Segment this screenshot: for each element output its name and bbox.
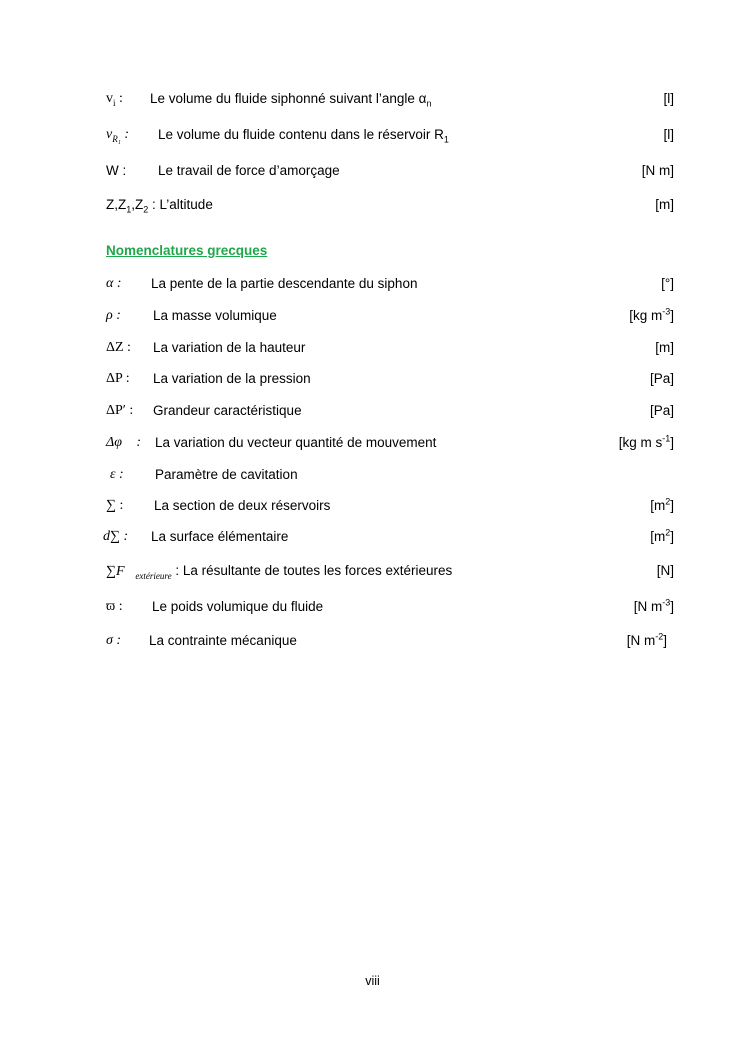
symbol-delta-z: ΔZ :: [106, 340, 131, 355]
description: La contrainte mécanique: [149, 633, 297, 648]
symbol-w: W :: [106, 163, 127, 178]
section-title-greek: Nomenclatures grecques: [106, 243, 268, 258]
unit: [N m]: [641, 163, 674, 178]
symbol-alpha: α :: [106, 276, 122, 291]
symbol-vr1: $v_{R_1}$ :: [106, 127, 130, 144]
symbol-delta-phi: Δφ⃗ :: [106, 435, 142, 450]
description: La variation de la pression: [153, 371, 311, 386]
description: Le volume du fluide contenu dans le réservoir $R_1$: [158, 127, 449, 145]
unit: [Pa]: [649, 371, 674, 386]
unit: [°]: [661, 276, 674, 291]
nomenclature-row-rho: [106, 305, 674, 327]
nomenclature-row-z: [106, 194, 674, 216]
unit: [l]: [663, 127, 674, 142]
symbol-vi: $v_i$ :: [106, 91, 123, 108]
unit: [Pa]: [649, 403, 674, 418]
unit: [kg $m^{-3}$]: [629, 306, 674, 323]
symbol-varpi: ϖ :: [106, 599, 123, 614]
symbol-sigma: σ :: [106, 633, 122, 648]
symbol-delta-p-prime: ΔP′ :: [106, 403, 134, 418]
unit: [N]: [656, 563, 674, 578]
description: La section de deux réservoirs: [154, 498, 331, 513]
symbol-d-sum: d∑ :: [103, 529, 129, 544]
symbol-sum: ∑ :: [106, 498, 124, 513]
nomenclature-row-delta-phi: [106, 432, 674, 454]
nomenclature-row-epsilon: [106, 464, 674, 486]
symbol-rho: ρ :: [106, 308, 121, 323]
symbol-z: $Z,Z_1,Z_2$ : L’altitude: [106, 197, 213, 215]
unit: [kg m $s^{-1}$]: [618, 433, 674, 450]
unit: [m]: [655, 197, 674, 212]
nomenclature-row-vr1: [106, 124, 674, 146]
description: La surface élémentaire: [151, 529, 289, 544]
nomenclature-row-w: [106, 160, 674, 182]
nomenclature-row-delta-p-prime: [106, 400, 674, 422]
description: Le volume du fluide siphonné suivant l’angle $\alpha_n$: [150, 91, 432, 109]
unit: $[m^2]$: [650, 496, 674, 513]
nomenclature-row-sigma: [106, 630, 674, 652]
description: : L’altitude: [148, 197, 213, 212]
unit: [l]: [663, 91, 674, 106]
nomenclature-row-varpi: [106, 596, 674, 618]
unit: [m]: [655, 340, 674, 355]
nomenclature-row-vi: [106, 88, 674, 110]
description: Grandeur caractéristique: [153, 403, 302, 418]
description: Le travail de force d’amorçage: [158, 163, 340, 178]
description: La variation de la hauteur: [153, 340, 306, 355]
symbol-force: $\sum F⃗_{extérieure}$ : La résultante de toutes les forces extérieures: [106, 563, 453, 581]
page-number: viii: [365, 974, 380, 988]
nomenclature-row-delta-p: [106, 368, 674, 390]
nomenclature-row-sigma-sum: [106, 495, 674, 517]
description: Paramètre de cavitation: [155, 467, 298, 482]
unit: $[m^2]$: [650, 527, 674, 544]
description: Le poids volumique du fluide: [152, 599, 324, 614]
nomenclature-row-d-sum: [103, 526, 674, 548]
symbol-delta-p: ΔP :: [106, 371, 130, 386]
nomenclature-row-force: [106, 560, 674, 582]
symbol-epsilon: ε :: [110, 467, 124, 482]
unit: [N $m^{-2}$]: [626, 631, 667, 648]
unit: [N $m^{-3}$]: [633, 597, 674, 614]
description: La masse volumique: [153, 308, 277, 323]
description: La pente de la partie descendante du siphon: [151, 276, 418, 291]
nomenclature-row-alpha: [106, 273, 674, 295]
description: La variation du vecteur quantité de mouvement: [155, 435, 437, 450]
nomenclature-row-delta-z: [106, 337, 674, 359]
description: : La résultante de toutes les forces extérieures: [171, 563, 453, 578]
